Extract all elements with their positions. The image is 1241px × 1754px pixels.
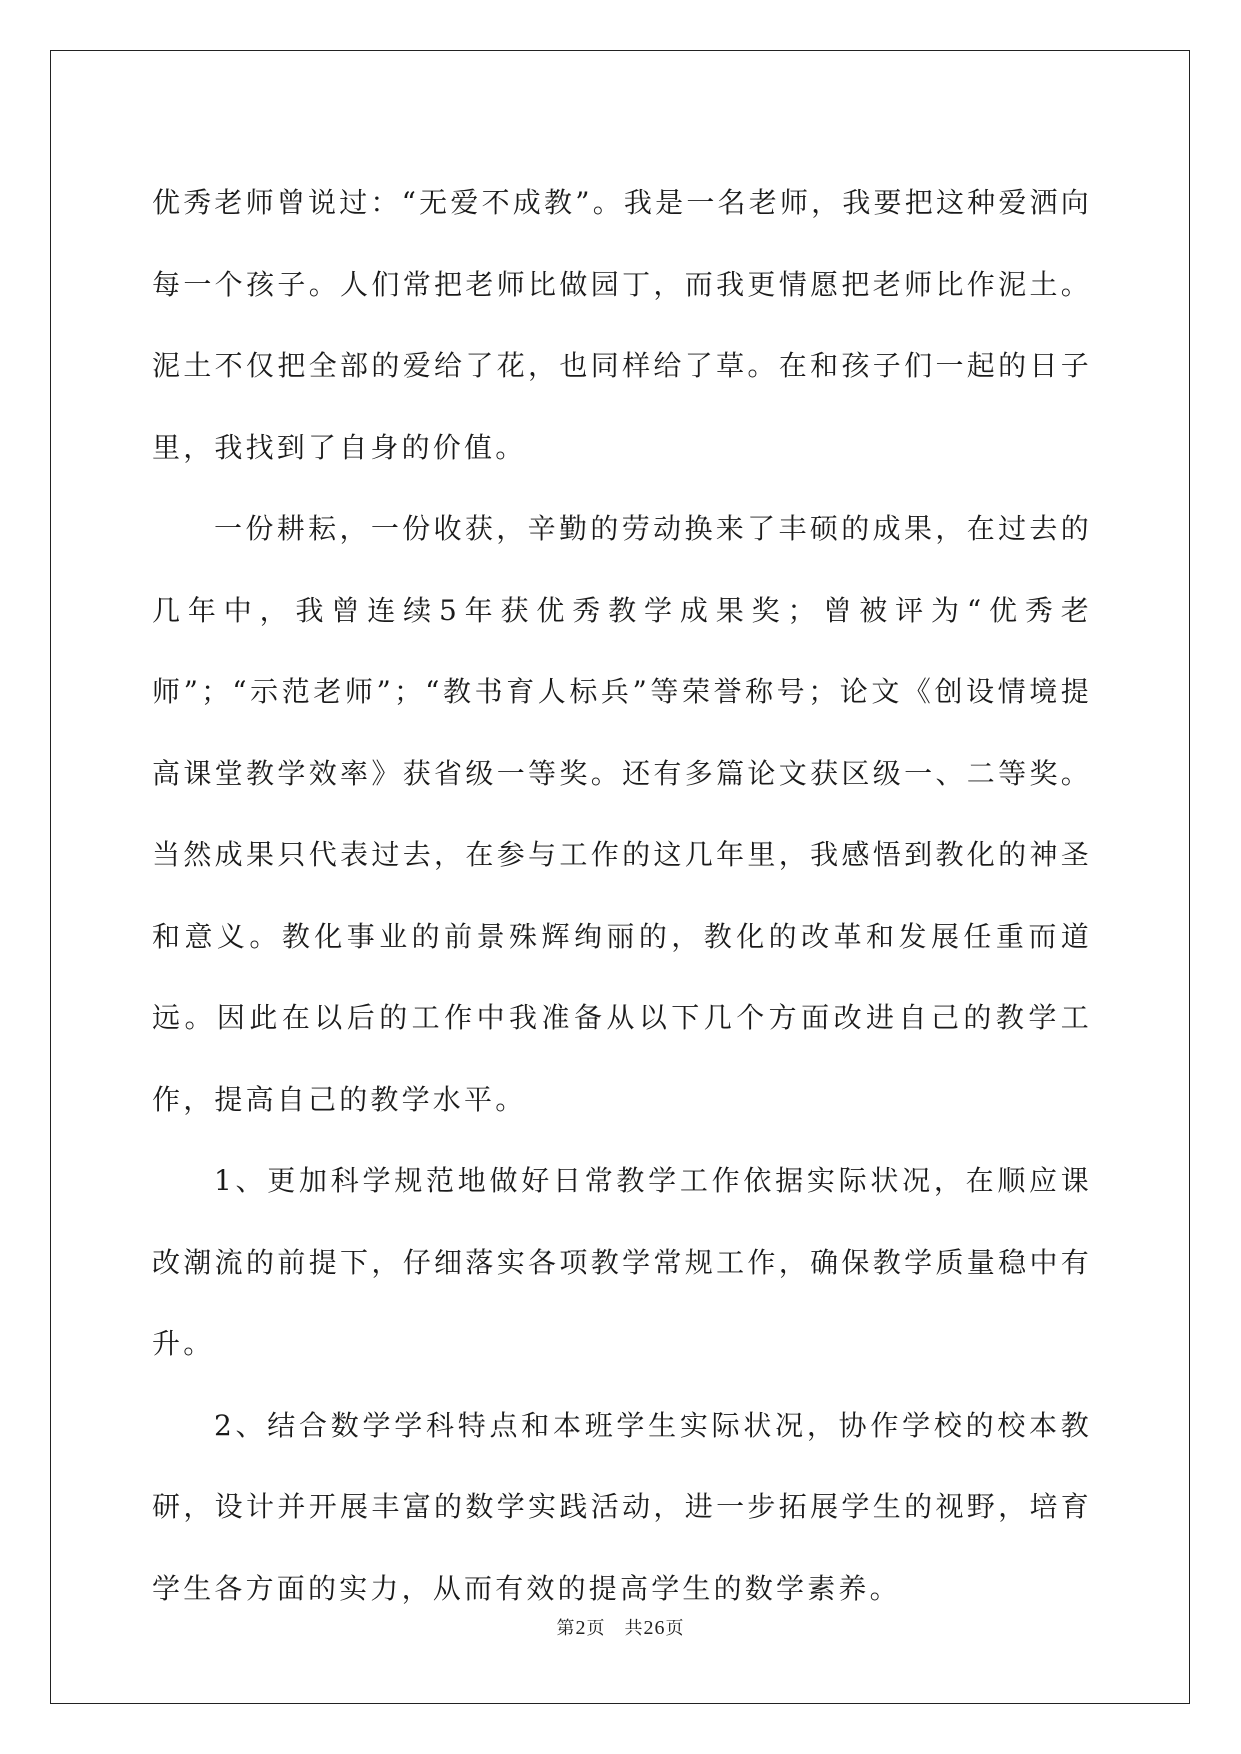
page-footer [0,1614,1241,1640]
page-prefix: 第 [556,1618,576,1639]
paragraph-4: 2、结合数学学科特点和本班学生实际状况，协作学校的校本教研，设计并开展丰富的数学实践活动，进一步拓展学生的视野，培育学生各方面的实力，从而有效的提高学生的数学素养。 [152,1408,1092,1605]
page-current: 2 [575,1617,587,1639]
paragraph-3: 1、更加科学规范地做好日常教学工作依据实际状况，在顺应课改潮流的前提下，仔细落实各项教学常规工作，确保教学质量稳中有升。 [152,1164,1092,1360]
page-suffix: 页 [665,1618,685,1639]
page-total: 26 [643,1617,666,1639]
document-body [152,162,1092,1629]
paragraph-2: 一份耕耘，一份收获，辛勤的劳动换来了丰硕的成果，在过去的几年中，我曾连续5年获优秀教学成果奖；曾被评为“优秀老师”；“示范老师”；“教书育人标兵”等荣誉称号；论文《创设情境提高课堂教学效率》获省级一等奖。还有多篇论文获区级一、二等奖。当然成果只代表过去，在参与工作的这几年里，我感悟到教化的神圣和意义。教化事业的前景殊辉绚丽的，教化的改革和发展任重而道远。因此在以后的工作中我准备从以下几个方面改进自己的教学工作，提高自己的教学水平。 [152,512,1092,1116]
page-mid: 页 共 [586,1618,644,1639]
paragraph-1: 优秀老师曾说过：“无爱不成教”。我是一名老师，我要把这种爱洒向每一个孩子。人们常把老师比做园丁，而我更情愿把老师比作泥土。泥土不仅把全部的爱给了花，也同样给了草。在和孩子们一起的日子里，我找到了自身的价值。 [152,186,1092,464]
